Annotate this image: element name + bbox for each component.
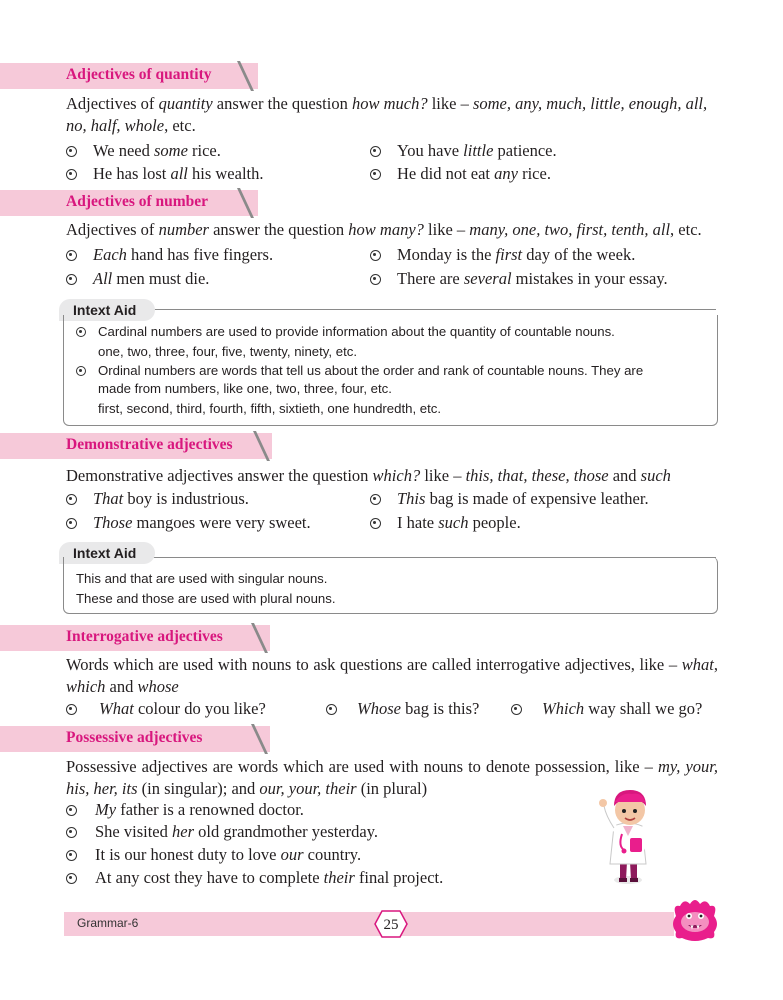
section-header-number [0,190,264,216]
divider [150,309,716,310]
intext-aid-box [63,557,718,614]
intext-aid-box [63,315,718,426]
monster-mascot-icon [668,896,722,942]
bullet-icon [66,805,77,816]
list-item: I hate such people. [370,513,521,533]
list-item: Monday is the first day of the week. [370,245,635,265]
bullet-icon [66,827,77,838]
intext-line: These and those are used with plural nouns. [76,591,336,606]
number-intro: Adjectives of number answer the question how many? like – many, one, two, first, tenth, all, etc. [66,220,702,239]
page-number-badge [372,909,410,939]
list-item: Each hand has five fingers. [66,245,273,265]
list-item: My father is a renowned doctor. [66,800,304,820]
bullet-icon [66,704,77,715]
list-item: Whose bag is this? [326,699,479,719]
interrogative-intro: Words which are used with nouns to ask questions are called interrogative adjectives, like – what, which and whose [66,655,718,696]
doctor-boy-illustration [592,776,662,888]
bullet-icon [370,169,381,180]
bullet-icon [66,518,77,529]
bullet-icon [370,518,381,529]
demonstrative-intro: Demonstrative adjectives answer the question which? like – this, that, these, those and such [66,466,671,485]
intext-item-examples: one, two, three, four, five, twenty, ninety, etc. [98,344,357,359]
bullet-icon [370,494,381,505]
quantity-intro: Adjectives of quantity answer the question how much? like – some, any, much, little, enough, all, no, half, whole, etc. [66,94,708,135]
bullet-icon [370,274,381,285]
list-item: All men must die. [66,269,209,289]
bullet-icon [66,169,77,180]
bullet-icon [66,250,77,261]
list-item: At any cost they have to complete their final project. [66,868,443,888]
bullet-icon [76,327,86,337]
possessive-intro: Possessive adjectives are words which are used with nouns to denote possession, like – my, your, his, her, its (in singular); and our, your, their (in plural) [66,757,718,798]
bullet-icon [326,704,337,715]
section-title: Possessive adjectives [66,729,203,746]
section-header-interrogative [0,625,264,651]
section-header-possessive [0,726,264,752]
intext-aid-label: Intext Aid [59,299,155,321]
section-title: Interrogative adjectives [66,628,223,645]
list-item: You have little patience. [370,141,557,161]
bullet-icon [66,850,77,861]
list-item: We need some rice. [66,141,221,161]
intext-aid-label: Intext Aid [59,542,155,564]
section-header-quantity [0,63,264,89]
list-item: That boy is industrious. [66,489,249,509]
footer-band [64,912,674,936]
bullet-icon [370,146,381,157]
bullet-icon [370,250,381,261]
list-item: He has lost all his wealth. [66,164,264,184]
book-title: Grammar-6 [77,916,139,930]
intext-item: Cardinal numbers are used to provide information about the quantity of countable nouns. [76,322,709,341]
list-item: Which way shall we go? [511,699,702,719]
bullet-icon [66,873,77,884]
list-item: He did not eat any rice. [370,164,551,184]
bullet-icon [66,274,77,285]
list-item: Those mangoes were very sweet. [66,513,311,533]
intext-item-examples: first, second, third, fourth, fifth, sixtieth, one hundredth, etc. [98,401,442,416]
list-item: What colour do you like? [66,699,266,719]
intext-line: This and that are used with singular nouns. [76,571,328,586]
bullet-icon [511,704,522,715]
section-header-demonstrative [0,433,264,459]
section-title: Adjectives of quantity [66,66,212,83]
bullet-icon [66,494,77,505]
list-item: This bag is made of expensive leather. [370,489,649,509]
list-item: She visited her old grandmother yesterday. [66,822,378,842]
page-number: 25 [383,917,399,933]
list-item: It is our honest duty to love our country. [66,845,361,865]
intext-item-cont: made from numbers, like one, two, three, four, etc. [98,381,392,396]
section-title: Adjectives of number [66,193,209,210]
list-item: There are several mistakes in your essay. [370,269,668,289]
bullet-icon [76,366,86,376]
bullet-icon [66,146,77,157]
intext-item: Ordinal numbers are words that tell us about the order and rank of countable nouns. They are [76,361,709,380]
section-title: Demonstrative adjectives [66,436,233,453]
